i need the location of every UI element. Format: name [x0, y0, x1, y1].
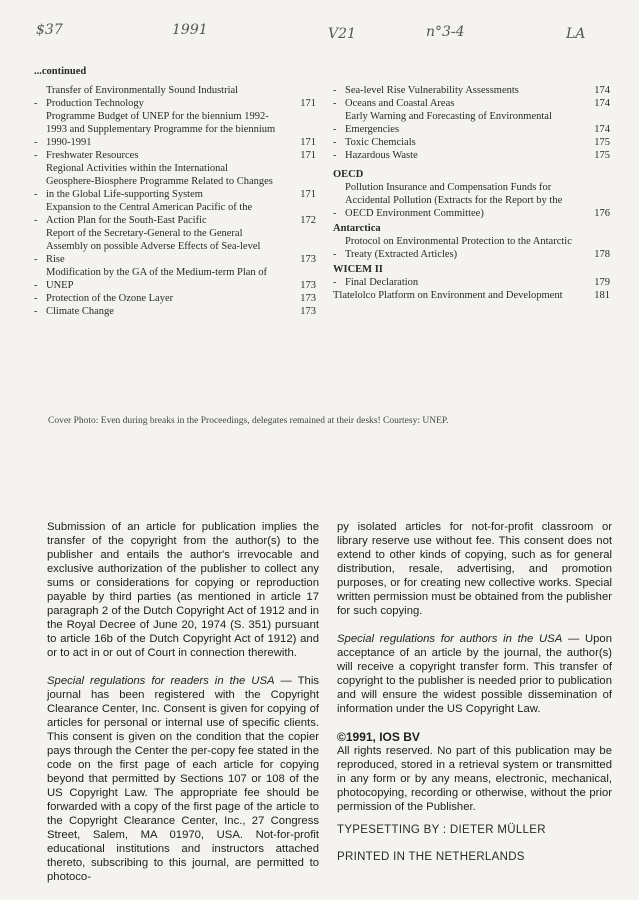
- bullet-dash: -: [34, 254, 38, 265]
- toc-entry: [34, 227, 316, 266]
- toc-entry-page: 173: [300, 254, 316, 265]
- bullet-dash: -: [34, 293, 38, 304]
- toc-entry: [34, 266, 316, 292]
- toc-entry: [333, 97, 610, 110]
- paragraph-title: Special regulations for readers in the USA: [47, 675, 275, 687]
- toc-entry: [333, 136, 610, 149]
- paragraph-copyright-transfer: Submission of an article for publication implies the transfer of the copyright from the author(s) to the publisher and entails the author's irrevocable and exclusive authorization of the publisher to collect any sums or considerations for copying or reproduction payable by third parties (as mentioned in article 17 paragraph 2 of the Dutch Copyright Act of 1912 and in the Royal Decree of June 20, 1974 (S. 351) pursuant to article 16b of the Dutch Copyright Act of 1912) and or to act in or out of Court in connection therewith.: [47, 521, 319, 659]
- handwritten-note-3: V21: [328, 26, 356, 42]
- toc-entry-text: Early Warning and Forecasting of Environmental Emergencies: [345, 111, 552, 135]
- handwritten-note-5: LA: [566, 26, 586, 42]
- bullet-dash: -: [333, 85, 337, 96]
- paragraph-continued: py isolated articles for not-for-profit classroom or library reserve use without fee. This consent does not extend to other kinds of copying, such as for general distribution, resale, advertising, and promotion purposes, or for creating new collective works. Special written permission must be obtained from the publisher for such copying.: [337, 521, 612, 617]
- toc-entry-page: 171: [300, 98, 316, 109]
- toc-entry-page: 173: [300, 293, 316, 304]
- toc-entry: [34, 162, 316, 201]
- handwritten-note-4: n°3-4: [426, 24, 465, 40]
- toc-entry-text: Transfer of Environmentally Sound Industrial Production Technology: [46, 85, 239, 109]
- toc-entry-text: Regional Activities within the International Geosphere-Biosphere Programme Related to Changes in the Global Life-supporting System: [46, 163, 273, 200]
- toc-entry-text: Programme Budget of UNEP for the biennium 1992-1993 and Supplementary Programme for the biennium 1990-1991: [46, 111, 276, 148]
- toc-entry-page: 171: [300, 137, 316, 148]
- bullet-dash: -: [333, 150, 337, 161]
- toc-entry-page: 175: [594, 137, 610, 148]
- paragraph-text: — Upon acceptance of an article by the journal, the author(s) will receive a copyright transfer form. This transfer of copyright to the publisher is needed prior to publication and will ensure the widest possible dissemination of information under the US Copyright Law.: [337, 633, 612, 715]
- toc-left-column: [34, 84, 316, 318]
- toc-entry-page: 174: [594, 98, 610, 109]
- toc-entry-text: Hazardous Waste: [345, 150, 418, 161]
- copyright-notice: ©1991, IOS BV: [337, 730, 420, 744]
- section-heading-wicem: WICEM II: [333, 264, 383, 275]
- toc-entry-text: Climate Change: [46, 306, 114, 317]
- toc-entry-text: Oceans and Coastal Areas: [345, 98, 455, 109]
- section-heading-antarctica: Antarctica: [333, 223, 381, 234]
- toc-entry-page: 174: [594, 124, 610, 135]
- toc-entry: [34, 110, 316, 149]
- toc-entry: [34, 292, 316, 305]
- toc-entry-text: Tlatelolco Platform on Environment and Development: [333, 290, 563, 301]
- toc-entry: [333, 84, 610, 97]
- typesetting-credit: TYPESETTING BY : DIETER MÜLLER: [337, 824, 546, 836]
- bullet-dash: -: [333, 277, 337, 288]
- bullet-dash: -: [333, 137, 337, 148]
- toc-entry-text: Modification by the GA of the Medium-term Plan of UNEP: [46, 267, 268, 291]
- bullet-dash: -: [34, 189, 38, 200]
- toc-entry: [333, 276, 610, 289]
- toc-entry: [333, 235, 610, 261]
- toc-entry-text: Freshwater Resources: [46, 150, 139, 161]
- bullet-dash: -: [333, 208, 337, 219]
- toc-entry-page: 172: [300, 215, 316, 226]
- bullet-dash: -: [34, 306, 38, 317]
- toc-entry-page: 178: [594, 249, 610, 260]
- toc-entry-tlatelolco: [333, 289, 610, 302]
- toc-entry-text: Final Declaration: [345, 277, 419, 288]
- toc-entry: [34, 201, 316, 227]
- toc-entry-page: 173: [300, 280, 316, 291]
- toc-entry: [333, 181, 610, 220]
- toc-right-column: [333, 84, 610, 302]
- toc-entry-page: 174: [594, 85, 610, 96]
- toc-entry-page: 179: [594, 277, 610, 288]
- bullet-dash: -: [333, 98, 337, 109]
- toc-entry: [333, 149, 610, 162]
- toc-entry-text: Protection of the Ozone Layer: [46, 293, 174, 304]
- bullet-dash: -: [34, 215, 38, 226]
- handwritten-note-1: $37: [36, 22, 63, 38]
- toc-entry-page: 181: [594, 290, 610, 301]
- section-heading-oecd: OECD: [333, 169, 364, 180]
- bullet-dash: -: [34, 137, 38, 148]
- toc-entry-text: Toxic Chemcials: [345, 137, 416, 148]
- bullet-dash: -: [34, 150, 38, 161]
- paragraph-usa-authors: [337, 632, 612, 716]
- toc-entry-page: 175: [594, 150, 610, 161]
- paragraph-usa-readers: [47, 674, 319, 884]
- toc-entry-text: Sea-level Rise Vulnerability Assessments: [345, 85, 519, 96]
- toc-entry-text: Report of the Secretary-General to the General Assembly on possible Adverse Effects of Sea-level Rise: [46, 228, 261, 265]
- continued-label: ...continued: [34, 66, 87, 77]
- bullet-dash: -: [34, 280, 38, 291]
- toc-entry-page: 171: [300, 189, 316, 200]
- toc-entry-page: 176: [594, 208, 610, 219]
- toc-entry: [34, 149, 316, 162]
- handwritten-note-2: 1991: [172, 22, 208, 38]
- toc-entry: [333, 110, 610, 136]
- bullet-dash: -: [333, 249, 337, 260]
- rights-reserved-text: All rights reserved. No part of this publication may be reproduced, stored in a retrieval system or transmitted in any form or by any means, electronic, mechanical, photocopying, recording or otherwise, without the prior permission of the Publisher.: [337, 745, 612, 813]
- paragraph-title: Special regulations for authors in the USA: [337, 633, 563, 645]
- toc-entry-text: Protocol on Environmental Protection to the Antarctic Treaty (Extracted Articles): [345, 236, 572, 260]
- cover-photo-caption: Cover Photo: Even during breaks in the Proceedings, delegates remained at their desks! Courtesy: UNEP.: [48, 416, 449, 426]
- toc-entry-text: Pollution Insurance and Compensation Funds for Accidental Pollution (Extracts for the Report by the OECD Environment Committee): [345, 182, 563, 219]
- toc-entry-page: 173: [300, 306, 316, 317]
- body-left-column: [47, 520, 319, 898]
- bullet-dash: -: [34, 98, 38, 109]
- printed-credit: PRINTED IN THE NETHERLANDS: [337, 851, 525, 863]
- body-right-column: [337, 520, 612, 814]
- bullet-dash: -: [333, 124, 337, 135]
- toc-entry-page: 171: [300, 150, 316, 161]
- toc-entry-text: Expansion to the Central American Pacific of the Action Plan for the South-East Pacific: [46, 202, 253, 226]
- toc-entry: [34, 305, 316, 318]
- toc-entry: [34, 84, 316, 110]
- paragraph-text: — This journal has been registered with the Copyright Clearance Center, Inc. Consent is given for copying of articles for personal or internal use of specific clients. This consent is given on the condition that the copier pays through the Center the per-copy fee stated in the code on the first page of each article for copying beyond that permitted by Sections 107 or 108 of the US Copyright Law. The appropriate fee should be forwarded with a copy of the first page of the article to the Copyright Clearance Center, Inc., 27 Congress Street, Salem, MA 01970, USA. Not-for-profit educational institutions and instructors attached thereto, subscribing to this journal, are permitted to photoco-: [47, 675, 319, 883]
